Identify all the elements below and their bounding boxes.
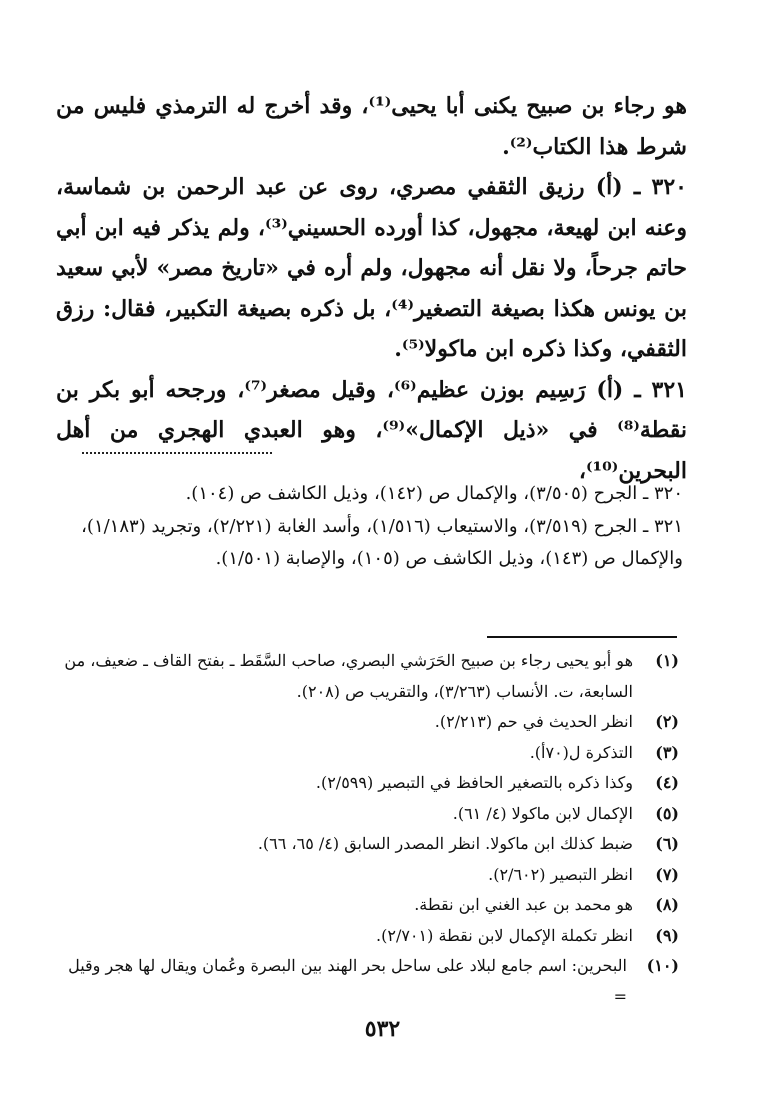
footnote [56,951,679,1012]
main-text [56,86,687,491]
footnote [56,738,679,769]
page-number: ٥٣٢ [364,1016,401,1042]
footnote-rule [487,636,677,638]
footnote-text: انظر الحديث في حم (٢/٢١٣). [434,712,633,731]
footnote-text: انظر تكملة الإكمال لابن نقطة (٢/٧٠١). [376,925,633,945]
footnote-number: (٦) [655,834,679,853]
footnote-text: انظر التبصير (٢/٦٠٢). [488,864,633,884]
entry-320: ٣٢٠ ـ (أ) رزيق الثقفي مصري، روى عن عبد الرحمن بن شماسة، وعنه ابن لهيعة، مجهول، كذا أورده الحسيني⁽³⁾، ولم يذكر فيه ابن أبي حاتم جرحاً، ولا نقل أنه مجهول، ولم أره في «تاريخ مصر» لأبي سعيد بن يونس هكذا بصيغة التصغير⁽⁴⁾، بل ذكره بصيغة التكبير، فقال: رزق الثقفي، وكذا ذكره ابن ماكولا⁽⁵⁾. [56,174,688,362]
footnote [56,768,679,799]
dotted-separator [82,452,272,454]
footnote-number: (١) [655,651,679,670]
footnote-text: هو محمد بن عبد الغني ابن نقطة. [414,895,633,914]
translation-321: ٣٢١ ـ الجرح (٣/٥١٩)، والاستيعاب (١/٥١٦)، وأسد الغابة (٢/٢٢١)، وتجريد (١/١٨٣)، والإكمال ص (١٤٣)، وذيل الكاشف ص (١٠٥)، والإصابة (١/٥٠١). [81,515,683,569]
footnote [56,860,679,891]
footnote-text: البحرين: اسم جامع لبلاد على ساحل بحر الهند بين البصرة وعُمان ويقال لها هجر وقيل = [68,956,627,1006]
footnote-number: (٩) [655,925,679,945]
translation-references [70,478,683,576]
footnote-number: (٤) [655,773,679,792]
footnote [56,799,679,830]
footnote-text: ضبط كذلك ابن ماكولا. انظر المصدر السابق (٤/ ٦٥، ٦٦). [257,834,633,853]
entry-321: ٣٢١ ـ (أ) رَسِيم بوزن عظيم⁽⁶⁾، وقيل مصغر⁽⁷⁾، ورجحه أبو بكر بن نقطة⁽⁸⁾ في «ذيل الإكمال»⁽⁹⁾، وهو العبدي الهجري من أهل البحرين⁽¹⁰⁾، [56,376,688,484]
footnote [56,646,679,707]
footnote [56,921,679,952]
footnote-text: هو أبو يحيى رجاء بن صبيح الحَرَشي البصري، صاحب السَّقَط ـ بفتح القاف ـ ضعيف، من السابعة، ت. الأنساب (٣/٢٦٣)، والتقريب ص (٢٠٨). [64,651,633,701]
footnotes [56,646,679,1012]
footnote-number: (٢) [655,712,679,731]
footnote-number: (٨) [655,895,679,914]
footnote-number: (١٠) [646,956,679,975]
translation-320: ٣٢٠ ـ الجرح (٣/٥٠٥)، والإكمال ص (١٤٢)، وذيل الكاشف ص (١٠٤). [185,483,683,504]
footnote-number: (٧) [655,864,679,884]
paragraph-intro: هو رجاء بن صبيح يكنى أبا يحيى⁽¹⁾، وقد أخرج له الترمذي فليس من شرط هذا الكتاب⁽²⁾. [56,93,688,160]
footnote [56,707,679,738]
footnote-text: التذكرة ل(٧٠أ). [529,742,633,762]
footnote-number: (٣) [655,742,679,762]
footnote-text: وكذا ذكره بالتصغير الحافظ في التبصير (٢/٥٩٩). [315,773,633,792]
footnote-number: (٥) [655,803,679,823]
footnote [56,829,679,860]
footnote-text: الإكمال لابن ماكولا (٤/ ٦١). [452,803,633,823]
footnote [56,890,679,921]
